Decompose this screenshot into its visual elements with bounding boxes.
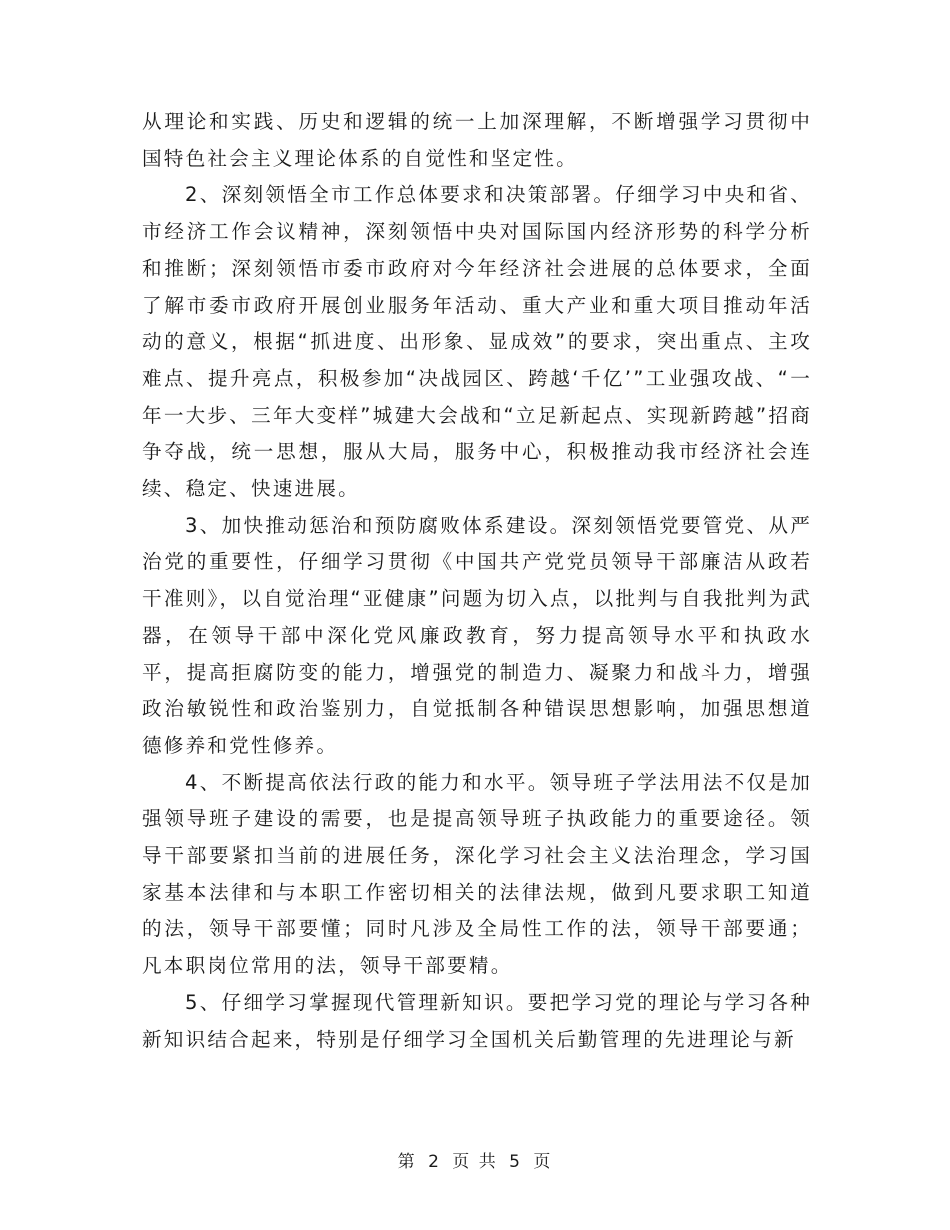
footer-current-page: 2 [428,1152,441,1172]
footer-total-pages: 5 [509,1152,522,1172]
document-body [142,104,812,1058]
paragraph-3: 3、加快推动惩治和预防腐败体系建设。深刻领悟党要管党、从严治党的重要性，仔细学习贯彻《中国共产党党员领导干部廉洁从政若干准则》，以自觉治理“亚健康”问题为切入点，以批判与自我批判为武器，在领导干部中深化党风廉政教育，努力提高领导水平和执政水平，提高拒腐防变的能力，增强党的制造力、凝聚力和战斗力，增强政治敏锐性和政治鉴别力，自觉抵制各种错误思想影响，加强思想道德修养和党性修养。 [142,513,812,757]
page-footer [0,1147,950,1172]
paragraph-4: 4、不断提高依法行政的能力和水平。领导班子学法用法不仅是加强领导班子建设的需要，也是提高领导班子执政能力的重要途径。领导干部要紧扣当前的进展任务，深化学习社会主义法治理念，学习国家基本法律和与本职工作密切相关的法律法规，做到凡要求职工知道的法，领导干部要懂；同时凡涉及全局性工作的法，领导干部要通；凡本职岗位常用的法，领导干部要精。 [142,770,812,978]
paragraph-1: 从理论和实践、历史和逻辑的统一上加深理解，不断增强学习贯彻中国特色社会主义理论体系的自觉性和坚定性。 [142,110,812,170]
footer-middle: 页 共 [452,1152,498,1172]
footer-prefix: 第 [397,1152,417,1172]
paragraph-2: 2、深刻领悟全市工作总体要求和决策部署。仔细学习中央和省、市经济工作会议精神，深刻领悟中央对国际国内经济形势的科学分析和推断；深刻领悟市委市政府对今年经济社会进展的总体要求，全面了解市委市政府开展创业服务年活动、重大产业和重大项目推动年活动的意义，根据“抓进度、出形象、显成效”的要求，突出重点、主攻难点、提升亮点，积极参加“决战园区、跨越‘千亿’”工业强攻战、“一年一大步、三年大变样”城建大会战和“立足新起点、实现新跨越”招商争夺战，统一思想，服从大局，服务中心，积极推动我市经济社会连续、稳定、快速进展。 [142,183,812,501]
paragraph-5: 5、仔细学习掌握现代管理新知识。要把学习党的理论与学习各种新知识结合起来，特别是仔细学习全国机关后勤管理的先进理论与新 [142,990,812,1051]
footer-suffix: 页 [533,1152,553,1172]
